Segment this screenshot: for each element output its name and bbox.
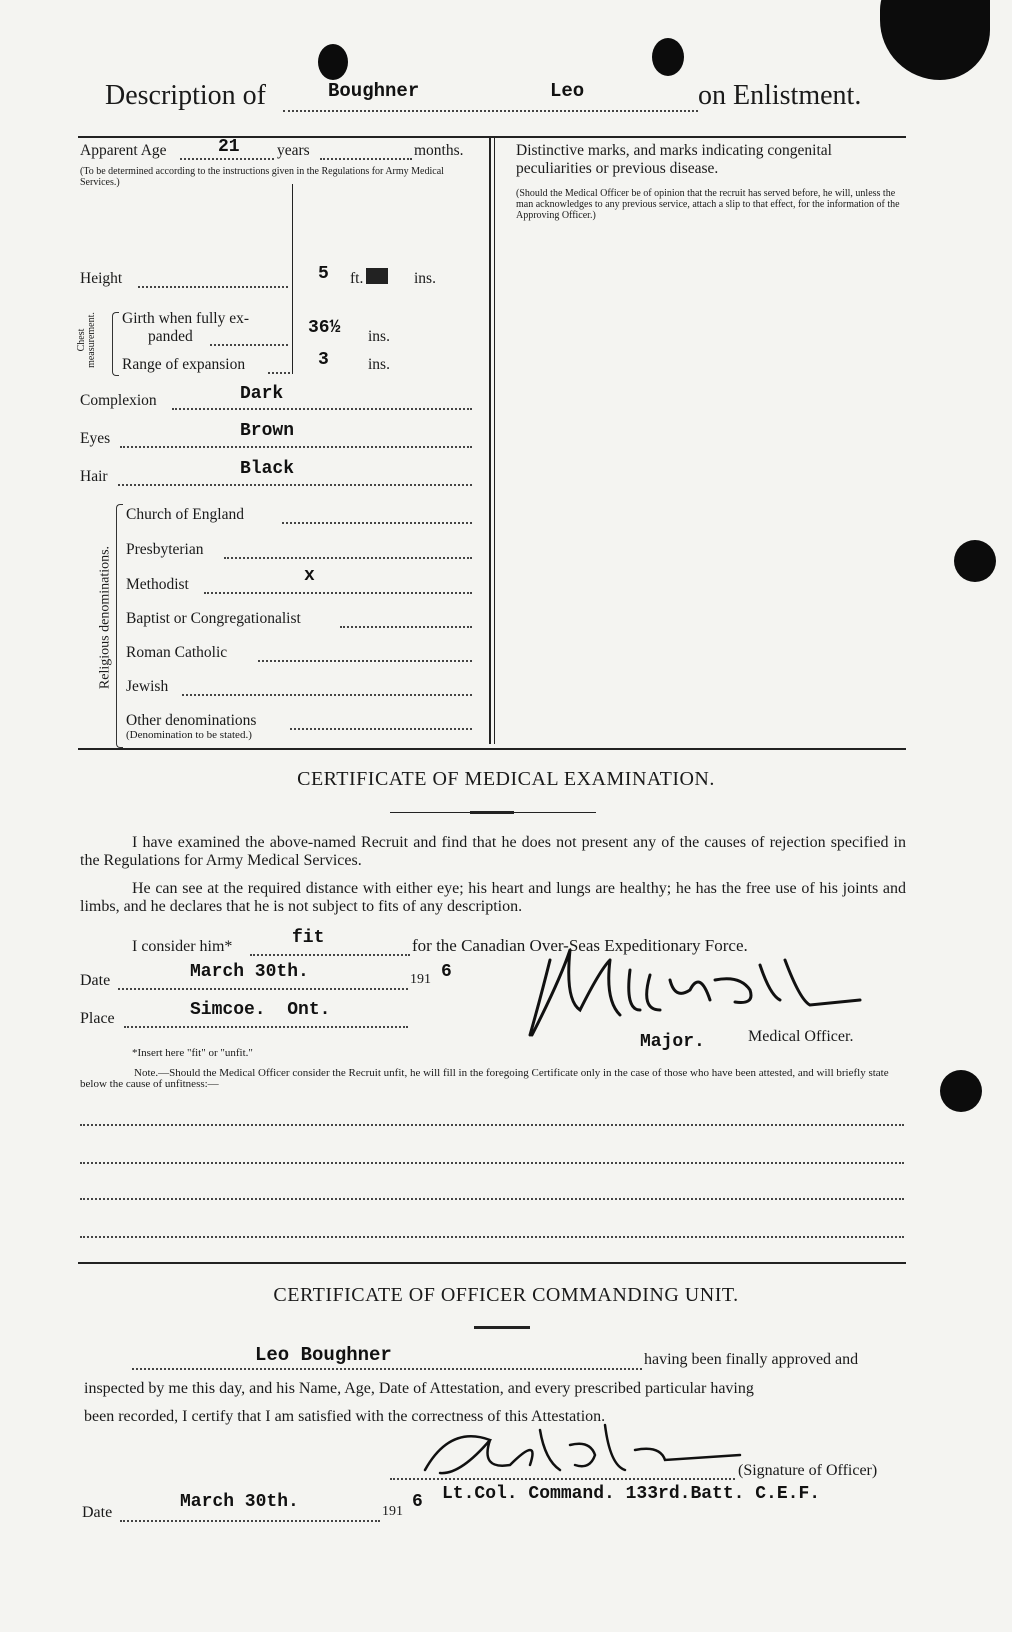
- range-dotline: [268, 372, 290, 374]
- commanding-text-3: been recorded, I certify that I am satisfied with the correctness of this Attestation.: [84, 1408, 606, 1425]
- medical-place-label: Place: [80, 1010, 115, 1027]
- commanding-text-1: having been finally approved and: [644, 1351, 859, 1368]
- given-name-value: Leo: [550, 80, 585, 102]
- height-label: Height: [80, 270, 123, 287]
- hair-value: Black: [240, 459, 295, 479]
- height-ins-label: ins.: [414, 270, 436, 287]
- top-rule: [78, 136, 906, 138]
- range-label: Range of expansion: [122, 356, 246, 373]
- redaction-mark: [366, 268, 388, 284]
- religion-dotline-5: [258, 660, 472, 662]
- range-value: 3: [318, 350, 329, 370]
- marks-note: (Should the Medical Officer be of opinion that the recruit has served before, he will, unless the man acknowledges to any previous service, attach a slip to that effect, for the information of the Approving Officer.): [516, 188, 900, 221]
- unfit-line-1: [80, 1124, 904, 1126]
- religion-side-label: Religious denominations.: [97, 545, 113, 690]
- chest-brace: [112, 312, 119, 376]
- surname-dotline: [283, 110, 698, 112]
- complexion-value: Dark: [240, 384, 284, 404]
- medical-year-prefix: 191: [410, 972, 431, 987]
- punch-hole-right-2: [940, 1070, 982, 1112]
- medical-date-dotline: [118, 988, 408, 990]
- inner-vertical-line: [292, 184, 293, 374]
- girth-value: 36½: [308, 318, 341, 338]
- commanding-year-prefix: 191: [382, 1504, 403, 1519]
- girth-label-2: panded: [148, 328, 193, 345]
- complexion-dotline: [172, 408, 472, 410]
- religion-dotline-4: [340, 626, 472, 628]
- section-rule-1: [78, 748, 906, 750]
- punch-hole-top-center: [652, 38, 684, 76]
- punch-hole-top-left: [318, 44, 348, 80]
- medical-para-1: I have examined the above-named Recruit and find that he does not present any of the causes of rejection specified in the Regulations for Army Medical Services.: [80, 834, 906, 869]
- commanding-title-underline: [474, 1326, 530, 1329]
- marks-heading: Distinctive marks, and marks indicating congenital peculiarities or previous disease.: [516, 142, 832, 177]
- months-dotline: [320, 158, 412, 160]
- girth-ins-label: ins.: [368, 328, 390, 345]
- medical-officer-label: Medical Officer.: [748, 1028, 854, 1045]
- surname-value: Boughner: [328, 80, 420, 102]
- commanding-title: CERTIFICATE OF OFFICER COMMANDING UNIT.: [273, 1284, 739, 1306]
- recruit-name-dotline: [132, 1368, 642, 1370]
- age-dotline: [180, 158, 274, 160]
- years-label: years: [277, 142, 310, 159]
- unfit-line-4: [80, 1236, 904, 1238]
- apparent-age-label: Apparent Age: [80, 142, 167, 159]
- religion-church-of-england: Church of England: [126, 506, 244, 523]
- religion-baptist: Baptist or Congregationalist: [126, 610, 301, 627]
- height-ft-value: 5: [318, 264, 329, 284]
- hair-label: Hair: [80, 468, 108, 485]
- ink-blot-top-right: [880, 0, 990, 80]
- eyes-label: Eyes: [80, 430, 111, 447]
- religion-roman-catholic: Roman Catholic: [126, 644, 228, 661]
- eyes-value: Brown: [240, 421, 295, 441]
- section-rule-2: [78, 1262, 906, 1264]
- insert-note: *Insert here "fit" or "unfit.": [132, 1047, 253, 1059]
- medical-title: CERTIFICATE OF MEDICAL EXAMINATION.: [297, 768, 715, 790]
- eyes-dotline: [120, 446, 472, 448]
- medical-date-label: Date: [80, 972, 111, 989]
- commanding-text-2: inspected by me this day, and his Name, Age, Date of Attestation, and every prescribed particular having: [84, 1380, 754, 1397]
- religion-dotline-7: [290, 728, 472, 730]
- commanding-officer-title: Lt.Col. Command. 133rd.Batt. C.E.F.: [442, 1484, 821, 1504]
- religion-other: Other denominations: [126, 712, 257, 729]
- religion-methodist: Methodist: [126, 576, 189, 593]
- commanding-officer-signature: [420, 1415, 750, 1485]
- commanding-year-digit: 6: [412, 1492, 423, 1512]
- religion-dotline-3: [204, 592, 472, 594]
- medical-para-2: He can see at the required distance with either eye; his heart and lungs are healthy; he has the free use of his joints and limbs, and he declares that he is not subject to fits of any description.: [80, 880, 906, 915]
- religion-dotline-2: [224, 557, 472, 559]
- signature-label: (Signature of Officer): [738, 1462, 878, 1479]
- religion-brace: [116, 504, 123, 748]
- height-dotline: [138, 286, 288, 288]
- medical-year-digit: 6: [441, 962, 452, 982]
- column-divider-left: [489, 136, 491, 744]
- signature-dotline: [390, 1478, 735, 1480]
- religion-other-note: (Denomination to be stated.): [126, 729, 252, 741]
- unfit-note: Note.—Should the Medical Officer consider the Recruit unfit, he will fill in the foregoing Certificate only in the case of those who have been attested, and will briefly state below the cause of unfitness:—: [80, 1067, 889, 1090]
- hair-dotline: [118, 484, 472, 486]
- consider-prefix: I consider him*: [132, 938, 233, 955]
- religion-dotline-1: [282, 522, 472, 524]
- religion-methodist-mark: x: [304, 566, 315, 586]
- medical-title-underline-center: [470, 811, 514, 814]
- religion-presbyterian: Presbyterian: [126, 541, 204, 558]
- medical-place-value: Simcoe. Ont.: [190, 1000, 331, 1020]
- ft-label: ft.: [350, 270, 364, 287]
- fitness-value: fit: [292, 928, 325, 948]
- commanding-date-label: Date: [82, 1504, 113, 1521]
- girth-label-1: Girth when fully ex-: [122, 310, 249, 327]
- commanding-date-dotline: [120, 1520, 380, 1522]
- age-years-value: 21: [218, 137, 240, 157]
- unfit-line-3: [80, 1198, 904, 1200]
- complexion-label: Complexion: [80, 392, 157, 409]
- age-note: (To be determined according to the instructions given in the Regulations for Army Medical Services.): [80, 166, 444, 188]
- medical-date-value: March 30th.: [190, 962, 309, 982]
- medical-officer-rank: Major.: [640, 1032, 705, 1052]
- religion-jewish: Jewish: [126, 678, 169, 695]
- unfit-line-2: [80, 1162, 904, 1164]
- commanding-date-value: March 30th.: [180, 1492, 299, 1512]
- column-divider-right: [494, 136, 495, 744]
- medical-place-dotline: [124, 1026, 408, 1028]
- consider-suffix: for the Canadian Over-Seas Expeditionary Force.: [412, 936, 748, 955]
- chest-side-label: Chest measurement.: [76, 312, 97, 368]
- header-suffix: on Enlistment.: [698, 80, 862, 111]
- religion-dotline-6: [182, 694, 472, 696]
- header-prefix: Description of: [105, 80, 266, 111]
- commanding-recruit-name: Leo Boughner: [255, 1344, 392, 1366]
- punch-hole-right-1: [954, 540, 996, 582]
- girth-dotline: [210, 344, 288, 346]
- fitness-dotline: [250, 954, 410, 956]
- range-ins-label: ins.: [368, 356, 390, 373]
- months-label: months.: [414, 142, 464, 159]
